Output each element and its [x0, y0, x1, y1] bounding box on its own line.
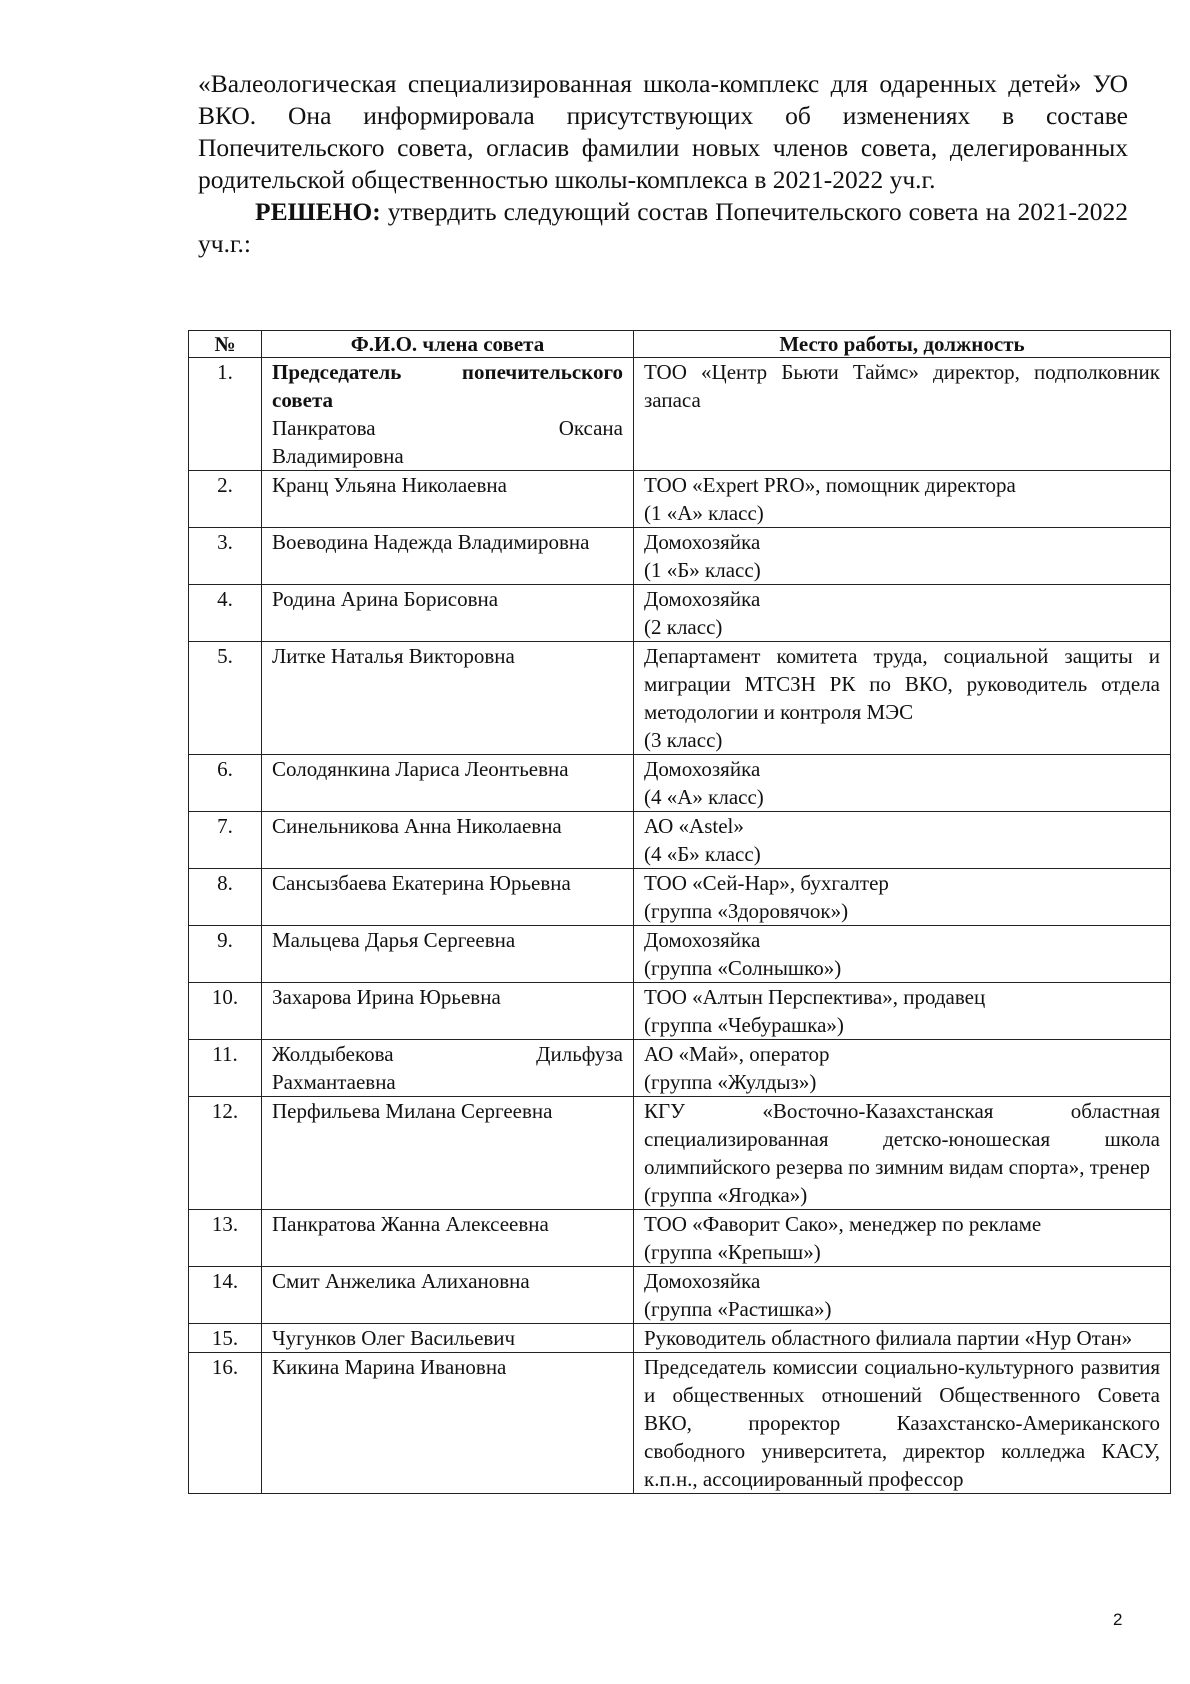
table-row [189, 983, 1171, 1040]
workplace-cell [634, 1324, 1171, 1353]
chair-surname: Панкратова [272, 416, 376, 440]
member-name-cell: Сансызбаева Екатерина Юрьевна [262, 869, 634, 926]
group-text: (группа «Жулдыз») [644, 1070, 817, 1094]
resolution-paragraph [198, 196, 1128, 260]
workplace-text: Домохозяйка [644, 587, 761, 611]
table-row [189, 642, 1171, 755]
member-name-cell: Родина Арина Борисовна [262, 585, 634, 642]
member-surname: Жолдыбекова [272, 1042, 394, 1066]
member-name-cell [262, 1040, 634, 1097]
workplace-text: Домохозяйка [644, 928, 761, 952]
group-text: (группа «Чебурашка») [644, 1013, 844, 1037]
member-name-cell: Мальцева Дарья Сергеевна [262, 926, 634, 983]
workplace-text: ТОО «Алтын Перспектива», продавец [644, 985, 986, 1009]
workplace-cell [634, 812, 1171, 869]
row-number: 2. [189, 471, 262, 528]
member-name-line [272, 1040, 623, 1068]
row-number: 16. [189, 1353, 262, 1494]
member-name-cell: Перфильева Милана Сергеевна [262, 1097, 634, 1210]
workplace-cell [634, 755, 1171, 812]
chair-firstname: Оксана [558, 416, 623, 440]
table-row [189, 755, 1171, 812]
table-header-row [189, 331, 1171, 358]
workplace-cell [634, 1097, 1171, 1210]
table-row [189, 1097, 1171, 1210]
group-text: (группа «Ягодка») [644, 1183, 808, 1207]
table-row [189, 1353, 1171, 1494]
workplace-text: ТОО «Фаворит Сако», менеджер по рекламе [644, 1212, 1042, 1236]
workplace-cell [634, 471, 1171, 528]
group-text: (4 «А» класс) [644, 785, 764, 809]
workplace-cell [634, 1353, 1171, 1494]
workplace-cell [634, 528, 1171, 585]
row-number: 15. [189, 1324, 262, 1353]
member-name-cell: Кикина Марина Ивановна [262, 1353, 634, 1494]
group-text: (1 «Б» класс) [644, 558, 761, 582]
member-patronymic: Рахмантаевна [272, 1070, 396, 1094]
group-text: (3 класс) [644, 728, 723, 752]
group-text: (4 «Б» класс) [644, 842, 761, 866]
row-number: 12. [189, 1097, 262, 1210]
workplace-cell [634, 1267, 1171, 1324]
workplace-cell [634, 1040, 1171, 1097]
member-name-cell: Воеводина Надежда Владимировна [262, 528, 634, 585]
header-name: Ф.И.О. члена совета [262, 331, 634, 358]
header-number: № [189, 331, 262, 358]
workplace-text: Департамент комитета труда, социальной защиты и миграции МТСЗН РК по ВКО, руководитель отдела методологии и контроля МЭС [644, 644, 1160, 724]
member-name-cell: Панкратова Жанна Алексеевна [262, 1210, 634, 1267]
table-row [189, 1267, 1171, 1324]
member-firstname: Дильфуза [536, 1042, 623, 1066]
table-row [189, 1324, 1171, 1353]
chair-patronymic: Владимировна [272, 444, 404, 468]
resolved-text: утвердить следующий состав Попечительского совета на 2021-2022 уч.г.: [198, 197, 1128, 258]
workplace-text: ТОО «Expert PRO», помощник директора [644, 473, 1016, 497]
group-text: (1 «А» класс) [644, 501, 764, 525]
row-number: 10. [189, 983, 262, 1040]
page-number: 2 [1113, 1610, 1123, 1629]
workplace-cell [634, 869, 1171, 926]
row-number: 9. [189, 926, 262, 983]
workplace-cell [634, 642, 1171, 755]
row-number: 5. [189, 642, 262, 755]
workplace-text: АО «Май», оператор [644, 1042, 830, 1066]
chair-name-line [272, 414, 623, 442]
row-number: 8. [189, 869, 262, 926]
council-table [188, 330, 1171, 1494]
table-row [189, 1040, 1171, 1097]
member-name-cell: Чугунков Олег Васильевич [262, 1324, 634, 1353]
intro-text [198, 68, 1128, 260]
row-number: 3. [189, 528, 262, 585]
resolved-label: РЕШЕНО: [255, 197, 381, 226]
table-row [189, 585, 1171, 642]
workplace-cell [634, 1210, 1171, 1267]
member-name-cell: Кранц Ульяна Николаевна [262, 471, 634, 528]
group-text: (группа «Здоровячок») [644, 899, 849, 923]
group-text: (2 класс) [644, 615, 723, 639]
workplace-text: ТОО «Сей-Нар», бухгалтер [644, 871, 889, 895]
group-text: (группа «Солнышко») [644, 956, 842, 980]
workplace-cell [634, 585, 1171, 642]
table-row [189, 926, 1171, 983]
workplace-text: Руководитель областного филиала партии «Нур Отан» [644, 1326, 1133, 1350]
workplace-text: Домохозяйка [644, 757, 761, 781]
row-number: 14. [189, 1267, 262, 1324]
table-row [189, 528, 1171, 585]
row-number: 1. [189, 358, 262, 471]
row-number: 7. [189, 812, 262, 869]
workplace-text: КГУ «Восточно-Казахстанская областная специализированная детско-юношеская школа олимпийского резерва по зимним видам спорта», тренер [644, 1099, 1160, 1179]
member-name-cell: Солодянкина Лариса Леонтьевна [262, 755, 634, 812]
member-name-cell: Захарова Ирина Юрьевна [262, 983, 634, 1040]
workplace-cell: ТОО «Центр Бьюти Таймс» директор, подполковник запаса [634, 358, 1171, 471]
row-number: 4. [189, 585, 262, 642]
table-row [189, 1210, 1171, 1267]
workplace-text: Председатель комиссии социально-культурного развития и общественных отношений Общественного Совета ВКО, проректор Казахстанско-Американского свободного университета, директор колледжа КАСУ, к.п.н., ассоциированный профессор [644, 1355, 1160, 1491]
row-number: 6. [189, 755, 262, 812]
workplace-text: Домохозяйка [644, 530, 761, 554]
chair-title: Председатель попечительского совета [272, 360, 623, 412]
workplace-cell [634, 983, 1171, 1040]
row-number: 13. [189, 1210, 262, 1267]
table-row [189, 471, 1171, 528]
table-row [189, 869, 1171, 926]
member-name-cell: Литке Наталья Викторовна [262, 642, 634, 755]
member-name-cell: Синельникова Анна Николаевна [262, 812, 634, 869]
member-name-cell [262, 358, 634, 471]
workplace-text: Домохозяйка [644, 1269, 761, 1293]
group-text: (группа «Крепыш») [644, 1240, 821, 1264]
row-number: 11. [189, 1040, 262, 1097]
workplace-text: АО «Astel» [644, 814, 744, 838]
member-name-cell: Смит Анжелика Алихановна [262, 1267, 634, 1324]
table-row-chair [189, 358, 1171, 471]
intro-paragraph: «Валеологическая специализированная школа-комплекс для одаренных детей» УО ВКО. Она информировала присутствующих об изменениях в составе Попечительского совета, огласив фамилии новых членов совета, делегированных родительской общественностью школы-комплекса в 2021-2022 уч.г. [198, 69, 1128, 194]
group-text: (группа «Растишка») [644, 1297, 832, 1321]
header-workplace: Место работы, должность [634, 331, 1171, 358]
table-row [189, 812, 1171, 869]
workplace-cell [634, 926, 1171, 983]
